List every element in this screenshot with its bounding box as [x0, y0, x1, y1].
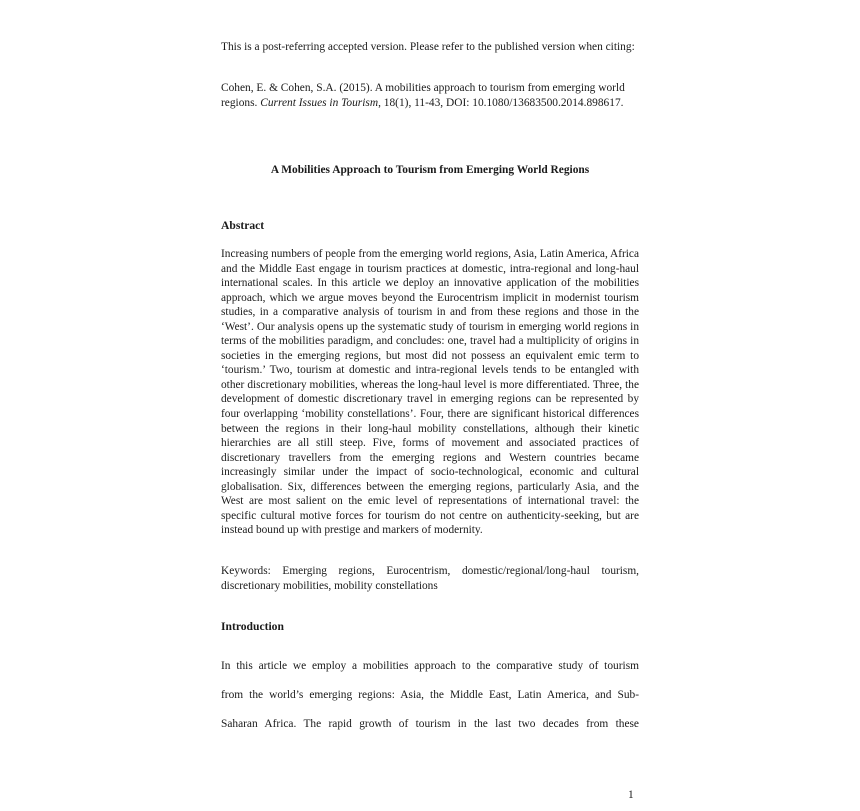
introduction-line: Saharan Africa. The rapid growth of tourism in the last two decades from these [221, 718, 639, 730]
citation-details: , 18(1), 11-43, DOI: 10.1080/13683500.2014.898617. [378, 96, 624, 109]
citation [221, 81, 639, 110]
abstract-text: Increasing numbers of people from the emerging world regions, Asia, Latin America, Africa and the Middle East engage in tourism practices at domestic, intra-regional and long-haul international scales. In this article we deploy an innovative application of the mobilities approach, which we argue moves beyond the Eurocentrism implicit in modernist tourism studies, in a comparative analysis of tourism in and from these regions and those in the ‘West’. Our analysis opens up the systematic study of tourism in emerging world regions in terms of the mobilities paradigm, and concludes: one, travel had a multiplicity of origins in societies in the emerging regions, but most did not possess an equivalent emic term to ‘tourism.’ Two, tourism at domestic and intra-regional levels tends to be entangled with other discretionary mobilities, whereas the long-haul level is more differentiated. Three, the development of domestic discretionary travel in emerging regions can be represented by four overlapping ‘mobility constellations’. Four, there are significant historical differences between the regions in their long-haul mobility constellations, although their kinetic hierarchies are all still steep. Five, forms of movement and associated practices of discretionary travellers from the emerging regions and Western countries became increasingly similar under the impact of socio-technological, economic and cultural globalisation. Six, differences between the emerging regions, particularly Asia, and the West are most salient on the emic level of representations of international travel: the specific cultural motive forces for tourism do not centre on authenticity-seeking, but are instead bound up with prestige and markers of modernity. [221, 248, 639, 537]
citation-authors-title: Cohen, E. & Cohen, S.A. (2015). A mobilities approach to tourism from emerging world regions. [221, 82, 625, 109]
introduction-line: In this article we employ a mobilities approach to the comparative study of tourism [221, 660, 639, 672]
keywords: Keywords: Emerging regions, Eurocentrism, domestic/regional/long-haul tourism, discretionary mobilities, mobility constellations [221, 565, 639, 592]
introduction-line: from the world’s emerging regions: Asia, the Middle East, Latin America, and Sub- [221, 689, 639, 701]
version-notice: This is a post-referring accepted version. Please refer to the published version when citing: [221, 41, 635, 53]
abstract-heading: Abstract [221, 219, 265, 232]
citation-journal: Current Issues in Tourism [260, 96, 379, 109]
page-number: 1 [628, 789, 634, 801]
introduction-heading: Introduction [221, 620, 284, 633]
introduction-body [221, 659, 639, 746]
paper-title: A Mobilities Approach to Tourism from Emerging World Regions [270, 164, 590, 176]
